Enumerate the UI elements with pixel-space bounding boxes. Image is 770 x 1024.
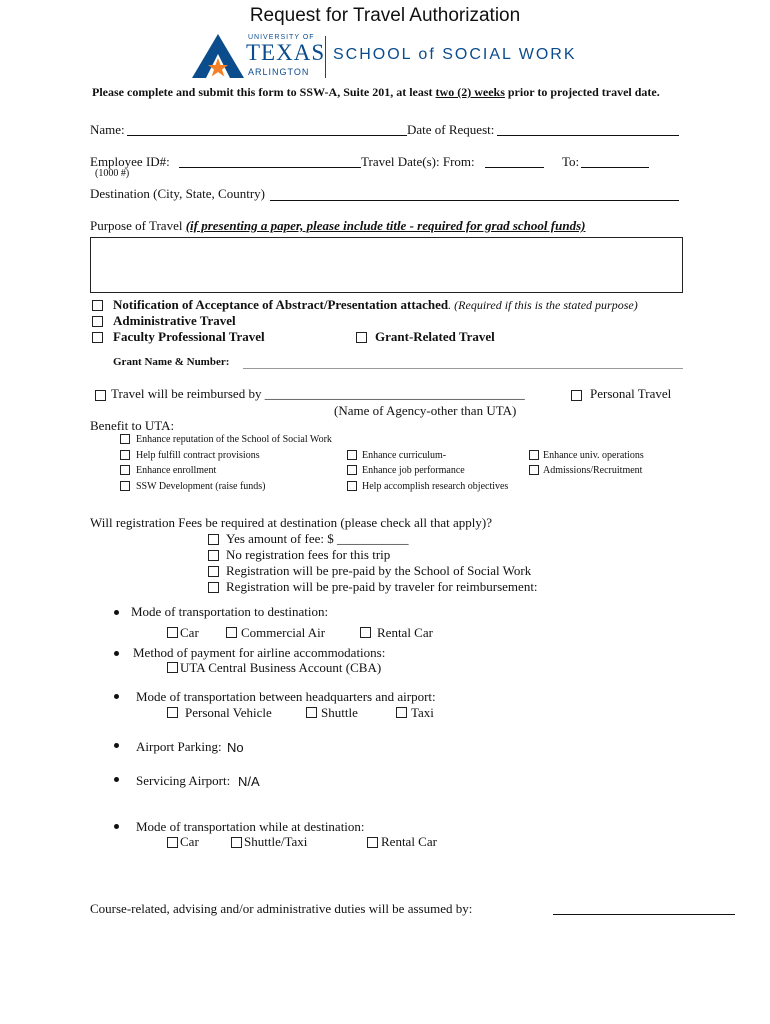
bullet [114, 610, 119, 615]
benefit-checkbox[interactable] [529, 465, 539, 475]
registration-question: Will registration Fees be required at destination (please check all that apply)? [90, 515, 492, 530]
benefit-checkbox[interactable] [120, 481, 130, 491]
benefit-checkbox[interactable] [120, 465, 130, 475]
logo-divider [325, 36, 326, 78]
bullet [114, 743, 119, 748]
destination-label: Destination (City, State, Country) [90, 186, 265, 201]
benefit-checkbox[interactable] [120, 434, 130, 444]
benefit-item: Help fulfill contract provisions [136, 450, 260, 461]
dest-car-checkbox[interactable] [167, 627, 178, 638]
grant-checkbox[interactable] [356, 332, 367, 343]
logo-university-of: UNIVERSITY OF [248, 34, 315, 41]
date-request-field[interactable] [497, 135, 679, 136]
while-destination-label: Mode of transportation while at destination: [136, 819, 365, 834]
personal-travel-label: Personal Travel [590, 386, 672, 401]
logo-texas: TEXAS [246, 40, 326, 65]
benefit-checkbox[interactable] [347, 450, 357, 460]
destination-field[interactable] [270, 200, 679, 201]
benefit-item: Enhance enrollment [136, 465, 217, 476]
purpose-label: Purpose of Travel (if presenting a paper, please include title - required for grad school funds) [90, 218, 586, 233]
grant-name-label: Grant Name & Number: [113, 356, 230, 368]
registration-option: Registration will be pre-paid by the School of Social Work [226, 563, 532, 578]
registration-option: No registration fees for this trip [226, 547, 391, 562]
name-label: Name: [90, 122, 125, 137]
instruction-text: Please complete and submit this form to SSW-A, Suite 201, at least two (2) weeks prior to projected travel date. [92, 85, 660, 99]
personal-vehicle-checkbox[interactable] [167, 707, 178, 718]
bullet [114, 651, 119, 656]
dest-commercial-air-checkbox[interactable] [226, 627, 237, 638]
servicing-airport-value[interactable]: N/A [238, 774, 260, 789]
faculty-label: Faculty Professional Travel [113, 329, 265, 344]
employee-id-field[interactable] [179, 167, 361, 168]
registration-checkbox[interactable] [208, 534, 219, 545]
notification-label: Notification of Acceptance of Abstract/Presentation attached. (Required if this is the stated purpose) [113, 297, 638, 312]
airport-transport-label: Mode of transportation between headquarters and airport: [136, 689, 436, 704]
while-option: Car [180, 834, 199, 849]
dest-option: Rental Car [377, 625, 433, 640]
airport-parking-value[interactable]: No [227, 740, 244, 755]
bullet [114, 694, 119, 699]
to-label: To: [562, 154, 580, 169]
airport-option: Taxi [411, 705, 434, 720]
travel-to-field[interactable] [581, 167, 649, 168]
travel-dates-label: Travel Date(s): From: [361, 154, 475, 169]
administrative-checkbox[interactable] [92, 316, 103, 327]
benefit-checkbox[interactable] [120, 450, 130, 460]
while-option: Rental Car [381, 834, 437, 849]
dest-option: Car [180, 625, 199, 640]
benefit-item: Enhance univ. operations [543, 450, 644, 461]
agency-note: (Name of Agency-other than UTA) [334, 403, 517, 418]
grant-label: Grant-Related Travel [375, 329, 495, 344]
airport-option: Shuttle [321, 705, 358, 720]
registration-checkbox[interactable] [208, 550, 219, 561]
benefit-item: Enhance reputation of the School of Social Work [136, 434, 332, 445]
personal-travel-checkbox[interactable] [571, 390, 582, 401]
bullet [114, 824, 119, 829]
date-request-label: Date of Request: [407, 122, 495, 137]
employee-id-hint: (1000 #) [95, 168, 130, 179]
benefit-item: Help accomplish research objectives [362, 481, 509, 492]
dest-option: Commercial Air [241, 625, 326, 640]
benefit-item: Enhance curriculum- [362, 450, 447, 461]
while-car-checkbox[interactable] [167, 837, 178, 848]
purpose-note: (if presenting a paper, please include title - required for grad school funds) [185, 218, 586, 233]
administrative-label: Administrative Travel [113, 313, 236, 328]
benefit-checkbox[interactable] [529, 450, 539, 460]
registration-checkbox[interactable] [208, 566, 219, 577]
duties-label: Course-related, advising and/or administrative duties will be assumed by: [90, 901, 473, 916]
logo-school-of-social-work: SCHOOL of SOCIAL WORK [333, 46, 577, 63]
benefit-checkbox[interactable] [347, 465, 357, 475]
duties-field[interactable] [553, 914, 735, 915]
employee-id-label: Employee ID#: [90, 154, 170, 169]
servicing-airport-label: Servicing Airport: [136, 773, 231, 788]
reimbursed-label: Travel will be reimbursed by ________________________________________ [111, 386, 525, 401]
bullet [114, 777, 119, 782]
benefit-item: Admissions/Recruitment [543, 465, 643, 476]
airport-option: Personal Vehicle [185, 705, 272, 720]
payment-label: Method of payment for airline accommodations: [133, 645, 386, 660]
reimbursed-checkbox[interactable] [95, 390, 106, 401]
while-option: Shuttle/Taxi [244, 834, 308, 849]
name-field[interactable] [127, 135, 407, 136]
purpose-textbox[interactable] [90, 237, 683, 293]
shuttle-checkbox[interactable] [306, 707, 317, 718]
dest-rental-car-checkbox[interactable] [360, 627, 371, 638]
grant-name-field[interactable] [243, 368, 683, 369]
page-title: Request for Travel Authorization [249, 5, 521, 26]
benefit-item: SSW Development (raise funds) [136, 481, 266, 492]
faculty-checkbox[interactable] [92, 332, 103, 343]
while-rental-car-checkbox[interactable] [367, 837, 378, 848]
registration-option: Yes amount of fee: $ ___________ [226, 531, 409, 546]
uta-a-icon [192, 34, 244, 80]
notification-checkbox[interactable] [92, 300, 103, 311]
benefit-checkbox[interactable] [347, 481, 357, 491]
registration-option: Registration will be pre-paid by traveler for reimbursement: [226, 579, 538, 594]
logo-arlington: ARLINGTON [248, 67, 310, 77]
taxi-checkbox[interactable] [396, 707, 407, 718]
travel-from-field[interactable] [485, 167, 544, 168]
payment-option: UTA Central Business Account (CBA) [180, 660, 382, 675]
registration-checkbox[interactable] [208, 582, 219, 593]
while-shuttle-checkbox[interactable] [231, 837, 242, 848]
transport-dest-label: Mode of transportation to destination: [131, 604, 329, 619]
cba-checkbox[interactable] [167, 662, 178, 673]
airport-parking-label: Airport Parking: [136, 739, 222, 754]
benefit-label: Benefit to UTA: [90, 418, 175, 433]
benefit-item: Enhance job performance [362, 465, 465, 476]
